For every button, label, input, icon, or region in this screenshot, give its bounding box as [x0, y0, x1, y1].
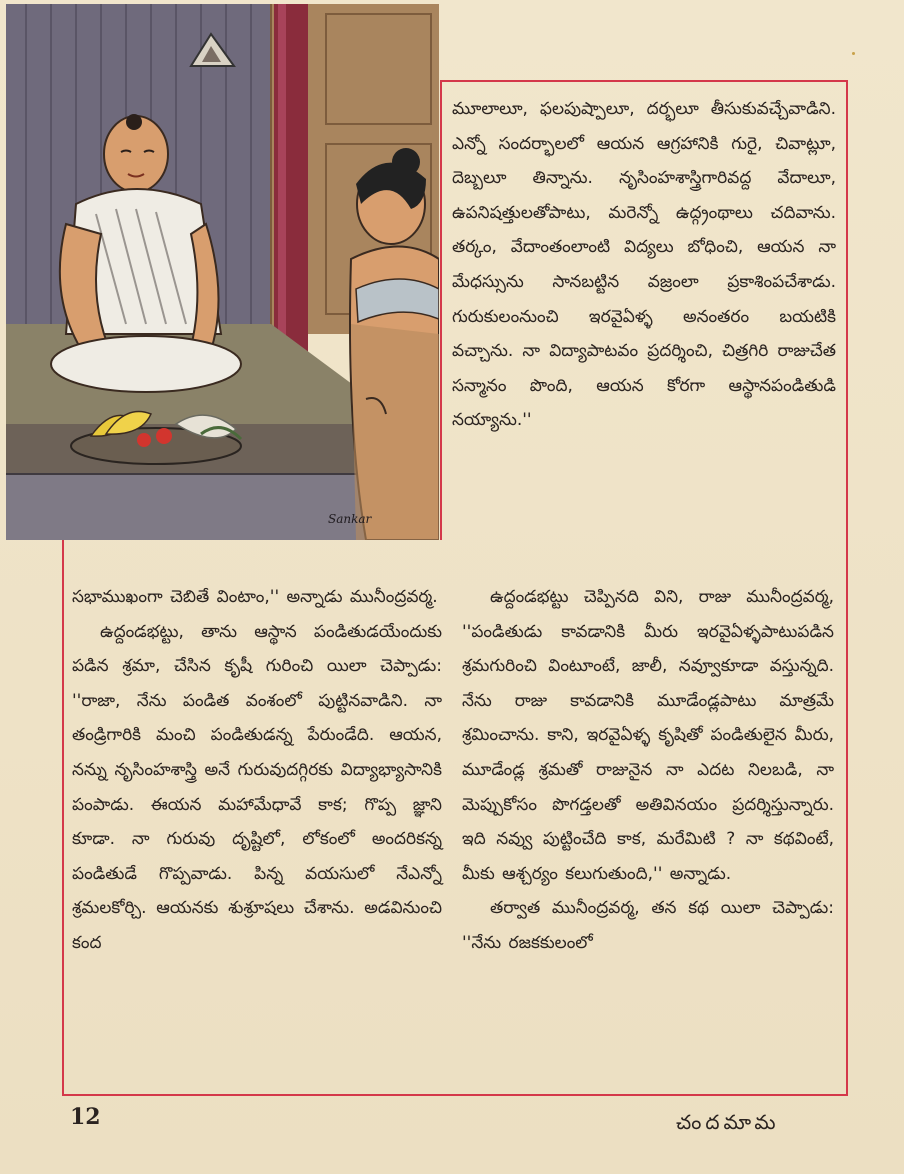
frame-inner-border: [440, 80, 442, 540]
paragraph: ఉద్దండభట్టు, తాను ఆస్థాన పండితుడయేందుకు పడిన శ్రమా, చేసిన కృషీ గురించి యిలా చెప్పాడు: ''రాజా, నేను పండిత వంశంలో పుట్టినవాడిని. నా తండ్రిగారికి మంచి పండితుడన్న పేరుండేది. ఆయన, నన్ను నృసింహశాస్త్రి అనే గురువుదగ్గిరకు విద్యాభ్యాసానికి పంపాడు. ఈయన మహామేధావే కాక; గొప్ప జ్ఞాని కూడా. నా గురువు దృష్టిలో, లోకంలో అందరికన్న పండితుడే గొప్పవాడు. పిన్న వయసులో నేఎన్నో శ్రమలకోర్చి. ఆయనకు శుశ్రూషలు చేశాను. అడవినుంచి కంద: [72, 621, 442, 953]
story-illustration: [6, 4, 439, 540]
frame-bottom-border: [62, 1094, 848, 1096]
text-column-right: [462, 580, 834, 961]
magazine-name: చందమామ: [676, 1110, 780, 1134]
page-number: 12: [70, 1104, 101, 1130]
paragraph: సభాముఖంగా చెబితే వింటాం,'' అన్నాడు మునీంద్రవర్మ.: [72, 587, 438, 607]
paragraph: మూలాలూ, ఫలపుష్పాలూ, దర్భలూ తీసుకువచ్చేవాడిని. ఎన్నో సందర్భాలలో ఆయన ఆగ్రహానికి గురై, చివాట్లూ, దెబ్బలూ తిన్నాను. నృసింహశాస్త్రిగారివద్ద వేదాలూ, ఉపనిషత్తులతోపాటు, మరెన్నో ఉద్గ్రంథాలు చదివాను. తర్కం, వేదాంతంలాంటి విద్యలు బోధించి, ఆయన నా మేధస్సును సానబట్టిన వజ్రంలా ప్రకాశింపచేశాడు. గురుకులంనుంచి ఇరవైఏళ్ళ అనంతరం బయటికి వచ్చాను. నా విద్యాపాటవం ప్రదర్శించి, చిత్రగిరి రాజుచేత సన్మానం పొంది, ఆయన కోరగా ఆస్థానపండితుడి నయ్యాను.'': [452, 99, 836, 431]
artist-signature: Sankar: [328, 512, 372, 526]
frame-left-border: [62, 540, 64, 1096]
print-speck: [852, 52, 855, 55]
text-column-left: [72, 580, 442, 961]
frame-right-border: [846, 80, 848, 1096]
text-column-top-right: [452, 92, 836, 438]
paragraph: ఉద్దండభట్టు చెప్పినది విని, రాజు మునీంద్రవర్మ, ''పండితుడు కావడానికి మీరు ఇరవైఏళ్ళపాటుపడిన శ్రమగురించి వింటూంటే, జాలీ, నవ్వూకూడా వస్తున్నది. నేను రాజు కావడానికి మూడేండ్లపాటు మాత్రమే శ్రమించాను. కాని, ఇరవైఏళ్ళ కృషితో పండితులైన మీరు, మూడేండ్ల శ్రమతో రాజునైన నా ఎదట నిలబడి, నా మెప్పుకోసం పొగడ్తలతో అతివినయం ప్రదర్శిస్తున్నారు. ఇది నవ్వు పుట్టించేది కాక, మరేమిటి ? నా కథవింటే, మీకు ఆశ్చర్యం కలుగుతుంది,'' అన్నాడు.: [462, 587, 834, 884]
paragraph: తర్వాత మునీంద్రవర్మ, తన కథ యిలా చెప్పాడు: ''నేను రజకకులంలో: [462, 898, 834, 953]
frame-top-border: [440, 80, 848, 82]
